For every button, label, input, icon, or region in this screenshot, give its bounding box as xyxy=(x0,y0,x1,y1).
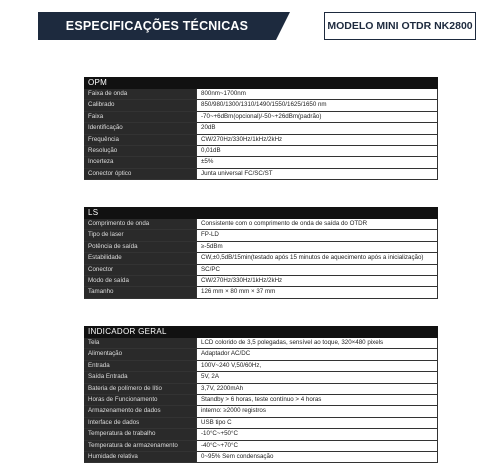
spec-value: interno: ≥2000 registros xyxy=(196,406,438,416)
spec-row xyxy=(84,372,438,383)
spec-row xyxy=(84,169,438,180)
spec-label: Interface de dados xyxy=(84,418,196,428)
spec-row xyxy=(84,123,438,134)
spec-label: Entrada xyxy=(84,361,196,371)
spec-label: Identificação xyxy=(84,123,196,133)
spec-label: Temperatura de trabalho xyxy=(84,429,196,439)
spec-label: Tipo de laser xyxy=(84,230,196,240)
spec-label: Conector xyxy=(84,265,196,275)
spec-value: 0~95% Sem condensação xyxy=(196,452,438,462)
spec-row xyxy=(84,146,438,157)
spec-label: Tamanho xyxy=(84,287,196,297)
spec-row xyxy=(84,100,438,111)
spec-row xyxy=(84,338,438,349)
section-ls xyxy=(84,207,438,299)
spec-label: Armazenamento de dados xyxy=(84,406,196,416)
spec-value: 20dB xyxy=(196,123,438,133)
spec-value: CW,±0,5dB/15min(testado após 15 minutos de aquecimento após a inicialização) xyxy=(196,253,438,263)
spec-label: Estabilidade xyxy=(84,253,196,263)
spec-label: Calibrado xyxy=(84,100,196,110)
spec-label: Alimentação xyxy=(84,349,196,359)
spec-row xyxy=(84,135,438,146)
spec-value: Standby > 6 horas, teste contínuo > 4 horas xyxy=(196,395,438,405)
spec-title-banner xyxy=(38,12,276,40)
spec-row xyxy=(84,276,438,287)
spec-title: ESPECIFICAÇÕES TÉCNICAS xyxy=(65,19,249,33)
spec-value: Consistente com o comprimento de onda de saída do OTDR xyxy=(196,219,438,229)
spec-label: Frequência xyxy=(84,135,196,145)
spec-row xyxy=(84,242,438,253)
spec-row xyxy=(84,89,438,100)
spec-row xyxy=(84,429,438,440)
spec-row xyxy=(84,361,438,372)
section-opm xyxy=(84,77,438,180)
spec-label: Humidade relativa xyxy=(84,452,196,462)
spec-row xyxy=(84,157,438,168)
spec-value: 800nm~1700nm xyxy=(196,89,438,99)
spec-label: Modo de saída xyxy=(84,276,196,286)
section-title: LS xyxy=(84,207,438,219)
spec-row xyxy=(84,219,438,230)
spec-row xyxy=(84,265,438,276)
spec-value: 100V~240 V,50/60Hz, xyxy=(196,361,438,371)
spec-row xyxy=(84,418,438,429)
spec-label: Faixa xyxy=(84,112,196,122)
section-general xyxy=(84,326,438,463)
spec-value: CW/270Hz/330Hz/1kHz/2kHz xyxy=(196,135,438,145)
spec-row xyxy=(84,112,438,123)
spec-label: Temperatura de armazenamento xyxy=(84,441,196,451)
spec-label: Horas de Funcionamento xyxy=(84,395,196,405)
spec-value: -70~+6dBm(opcional)/-50~+26dBm(padrão) xyxy=(196,112,438,122)
spec-row xyxy=(84,452,438,463)
spec-value: -40°C~+70°C xyxy=(196,441,438,451)
spec-value: USB tipo C xyxy=(196,418,438,428)
spec-value: Junta universal FC/SC/ST xyxy=(196,169,438,179)
spec-label: Conector óptico xyxy=(84,169,196,179)
spec-value: -10°C~+50°C xyxy=(196,429,438,439)
spec-row xyxy=(84,384,438,395)
spec-value: ≥-5dBm xyxy=(196,242,438,252)
spec-row xyxy=(84,349,438,360)
spec-value: 850/980/1300/1310/1490/1550/1625/1650 nm xyxy=(196,100,438,110)
spec-label: Saída Entrada xyxy=(84,372,196,382)
spec-label: Faixa de onda xyxy=(84,89,196,99)
spec-label: Comprimento de onda xyxy=(84,219,196,229)
spec-value: ±5% xyxy=(196,157,438,167)
spec-row xyxy=(84,287,438,298)
spec-label: Resolução xyxy=(84,146,196,156)
section-title: OPM xyxy=(84,77,438,89)
spec-value: LCD colorido de 3,5 polegadas, sensível ao toque, 320×480 pixels xyxy=(196,338,438,348)
spec-value: 0,01dB xyxy=(196,146,438,156)
spec-row xyxy=(84,395,438,406)
model-title: MODELO MINI OTDR NK2800 xyxy=(327,20,473,32)
spec-value: 5V, 2A xyxy=(196,372,438,382)
spec-row xyxy=(84,230,438,241)
spec-value: SC/PC xyxy=(196,265,438,275)
spec-value: 126 mm × 80 mm × 37 mm xyxy=(196,287,438,297)
spec-value: 3,7V, 2200mAh xyxy=(196,384,438,394)
spec-value: CW/270Hz/330Hz/1kHz/2kHz xyxy=(196,276,438,286)
section-title: INDICADOR GERAL xyxy=(84,326,438,338)
spec-label: Potência de saída xyxy=(84,242,196,252)
spec-value: FP-LD xyxy=(196,230,438,240)
spec-row xyxy=(84,441,438,452)
model-title-box xyxy=(324,12,476,40)
spec-value: Adaptador AC/DC xyxy=(196,349,438,359)
spec-label: Bateria de polímero de lítio xyxy=(84,384,196,394)
spec-row xyxy=(84,253,438,264)
spec-row xyxy=(84,406,438,417)
spec-label: Tela xyxy=(84,338,196,348)
spec-label: Incerteza xyxy=(84,157,196,167)
